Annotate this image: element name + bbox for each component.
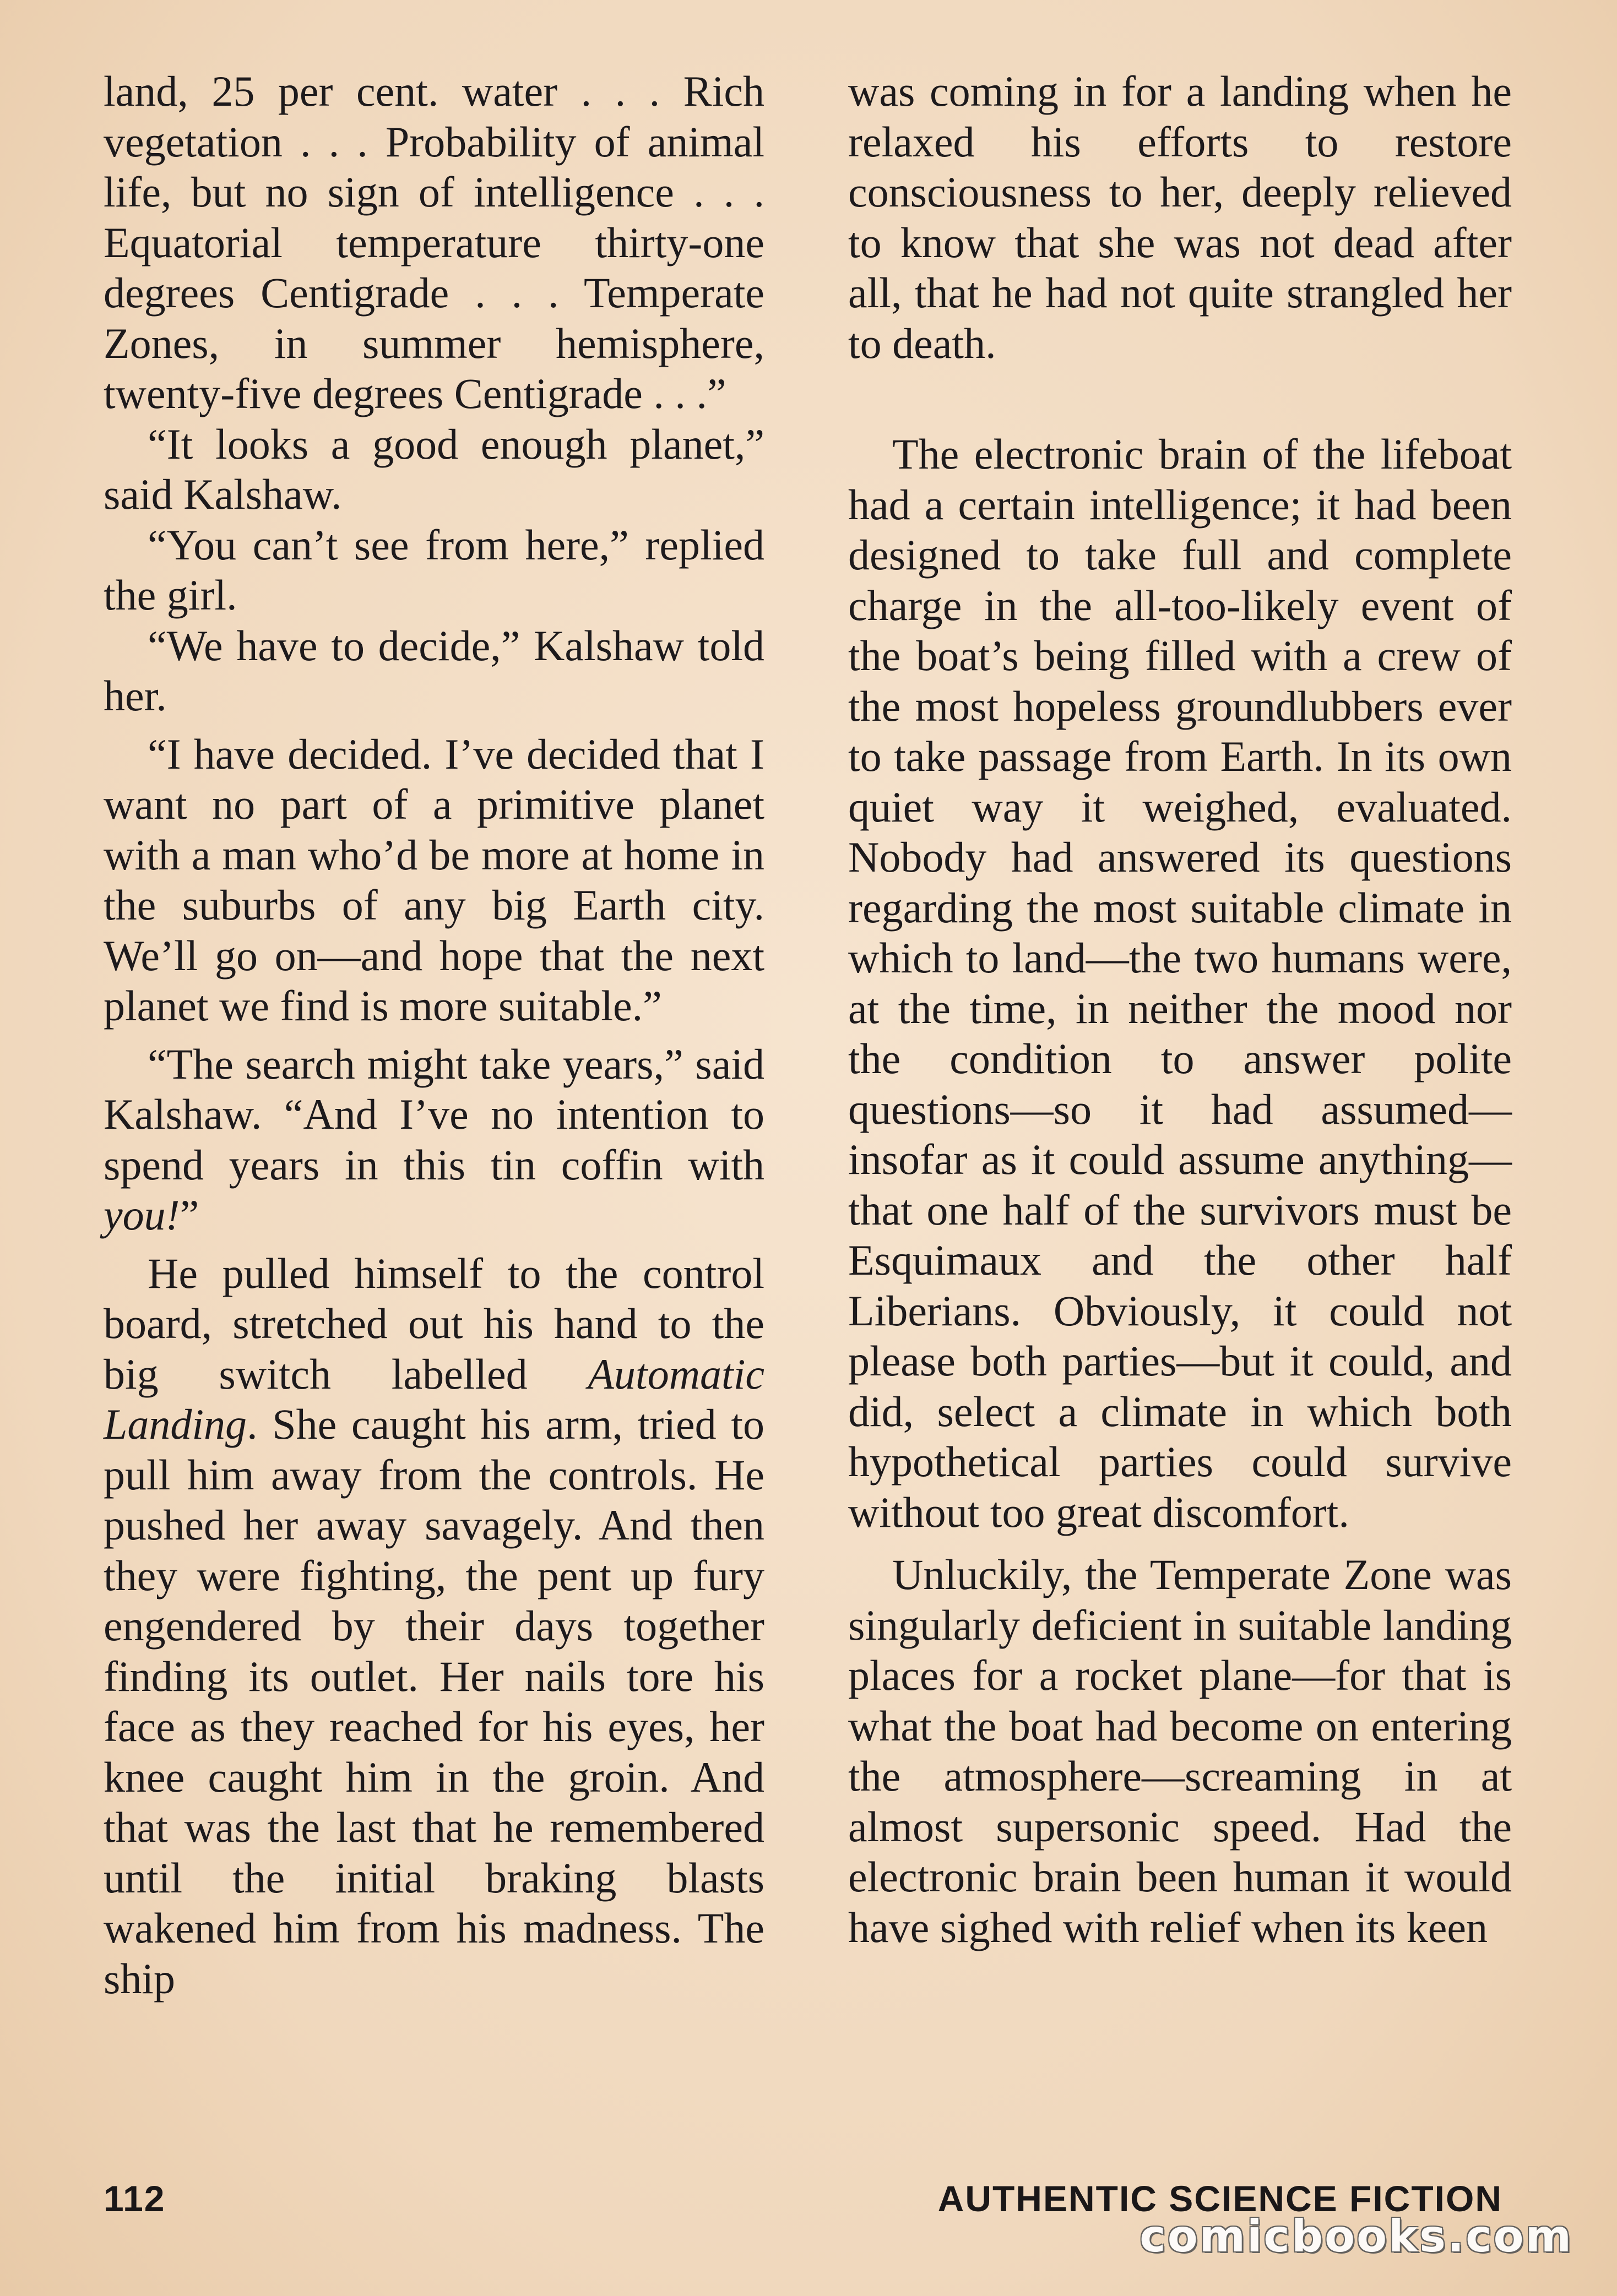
paragraph: “We have to decide,” Kalshaw told her. <box>104 621 764 720</box>
paragraph: “It looks a good enough planet,” said Kalshaw. <box>104 420 764 518</box>
paragraph: “I have decided. I’ve decided that I want no part of a primitive planet with a man who’d be more at home in the suburbs of any big Earth city. We’ll go on—and hope that the next planet we find is more suitable.” <box>104 730 764 1030</box>
paragraph: He pulled himself to the control board, stretched out his hand to the big switch labelled Automatic Landing. She caught his arm, tried to pull him away from the controls. He pushed her away savagely. And then they were fighting, the pent up fury engendered by their days together finding its outlet. Her nails tore his face as they reached for his eyes, her knee caught him in the groin. And that was the last that he remembered until the initial braking blasts wakened him from his madness. The ship <box>104 1249 764 2003</box>
emphasis: you! <box>104 1191 180 1239</box>
paragraph: Unluckily, the Temperate Zone was singularly deficient in suitable landing places for a rocket plane—for that is what the boat had become on entering the atmosphere—screaming in at almost supersonic speed. Had the electronic brain been human it would have sighed with relief when its keen <box>848 1550 1512 1951</box>
emphasis: Automatic Landing <box>104 1350 764 1448</box>
paragraph: “You can’t see from here,” replied the girl. <box>104 520 764 619</box>
right-text-column <box>848 66 1512 1952</box>
paragraph: The electronic brain of the lifeboat had a certain intelligence; it had been designed to take full and complete charge in the all-too-likely event of the boat’s being filled with a crew of the most hopeless groundlubbers ever to take passage from Earth. In its own quiet way it weighed, evaluated. Nobody had answered its questions regarding the most suitable climate in which to land—the two humans were, at the time, in neither the mood nor the condition to answer polite questions—so it had assumed—insofar as it could assume anything—that one half of the survivors must be Esquimaux and the other half Liberians. Obviously, it could not please both parties—but it could, and did, select a climate in which both hypothetical parties could survive without too great discomfort. <box>848 430 1512 1536</box>
paragraph: land, 25 per cent. water . . . Rich vegetation . . . Probability of animal life, but no sign of intelligence . . . Equatorial temperature thirty-one degrees Centigrade . . . Temperate Zones, in summer hemisphere, twenty-five degrees Centigrade . . .” <box>104 67 764 417</box>
watermark: comicbooks.com <box>1140 2211 1573 2262</box>
running-title: AUTHENTIC SCIENCE FICTION <box>937 2178 1502 2219</box>
paragraph: was coming in for a landing when he relaxed his efforts to restore consciousness to her, deeply relieved to know that she was not dead after all, that he had not quite strangled her to death. <box>848 67 1512 367</box>
page-number: 112 <box>104 2178 166 2219</box>
left-text-column <box>104 66 764 2004</box>
paragraph: “The search might take years,” said Kalshaw. “And I’ve no intention to spend years in this tin coffin with you!” <box>104 1040 764 1239</box>
